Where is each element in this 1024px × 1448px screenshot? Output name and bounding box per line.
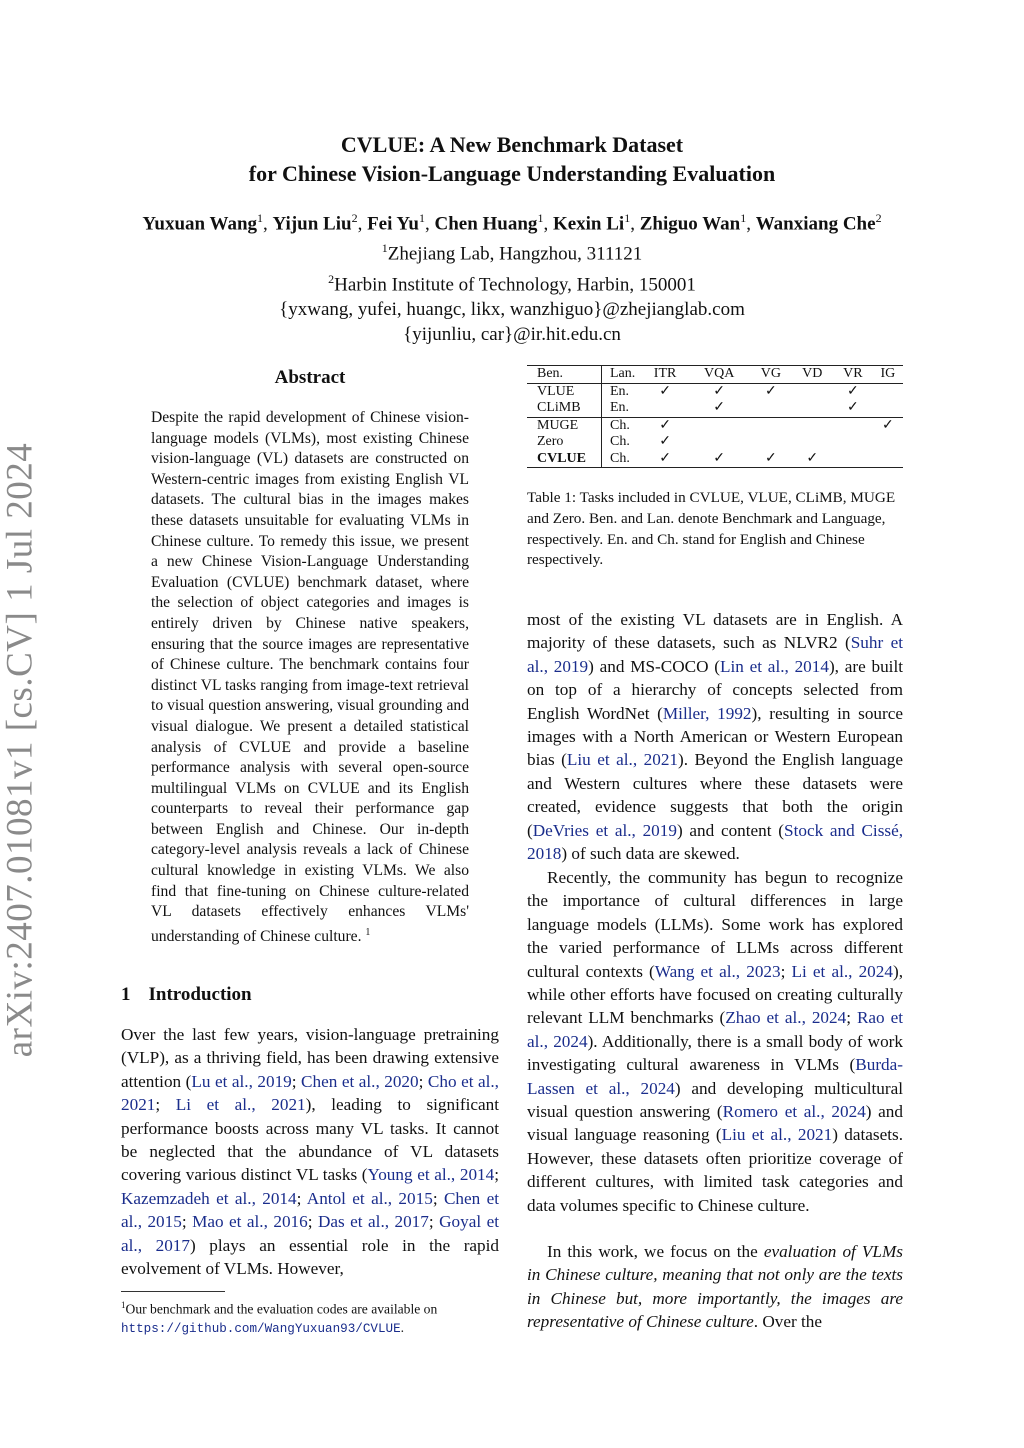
- table-cell: [750, 400, 791, 417]
- author-name: Kexin Li: [552, 213, 625, 235]
- table-cell: [833, 451, 873, 468]
- title-line-2: for Chinese Vision-Language Understanding Evaluation: [248, 161, 776, 186]
- abstract-heading: Abstract: [274, 367, 346, 388]
- table-cell: MUGE: [527, 417, 602, 434]
- citation-link[interactable]: Lu et al., 2019: [191, 1071, 292, 1091]
- table-cell: [750, 417, 791, 434]
- table-cell: [833, 417, 873, 434]
- table-cell: Ch.: [602, 451, 643, 468]
- table-cell: ✓: [873, 417, 903, 434]
- citation-link[interactable]: Liu et al., 2021: [721, 1125, 833, 1145]
- author-aff: 1: [537, 211, 544, 225]
- table-row: [527, 383, 903, 400]
- table-header-cell: ITR: [642, 366, 688, 384]
- affiliation-2: $^2$Harbin Institute of Technology, Harbin, 150001: [328, 271, 696, 295]
- table-cell: ✓: [792, 451, 833, 468]
- citation-link[interactable]: Li et al., 2024: [791, 961, 893, 981]
- table-cell: VLUE: [527, 383, 602, 400]
- table-cell: Ch.: [610, 434, 630, 449]
- table-cell: [642, 400, 688, 417]
- citation-link[interactable]: Miller, 1992: [662, 703, 752, 723]
- table-cell: ✓: [659, 434, 671, 449]
- table-row: [527, 451, 903, 468]
- table-cell: [792, 434, 833, 451]
- citation-link[interactable]: Das et al., 2017: [317, 1212, 429, 1232]
- affiliation-1: $^1$Zhejiang Lab, Hangzhou, 311121: [381, 241, 643, 265]
- citation-link[interactable]: Zhao et al., 2024: [725, 1008, 847, 1028]
- citation-link[interactable]: Suhr et al., 2019: [527, 633, 904, 676]
- table-header-cell: VD: [792, 366, 833, 384]
- citation-link[interactable]: Romero et al., 2024: [722, 1102, 866, 1122]
- section-number: 1: [121, 984, 131, 1005]
- table-cell: [688, 434, 750, 451]
- table-cell: [833, 434, 873, 451]
- table-cell: ✓: [765, 383, 777, 399]
- table-cell: [792, 383, 833, 400]
- table-cell: Ch.: [602, 417, 643, 434]
- citation-link[interactable]: Li et al., 2021: [175, 1095, 306, 1115]
- author-name: Chen Huang: [434, 213, 538, 235]
- intro-paragraph-left: Over the last few years, vision-language pretraining (VLP), as a thriving field, has been drawing extensive attention (Lu et al., 2019; Chen et al., 2020; Cho et al., 2021; Li et al., 2021), leading to significant performance boosts across many VL tasks. It cannot be neglected that the abundance of VL datasets covering various distinct VL tasks (Young et al., 2014; Kazemzadeh et al., 2014; Antol et al., 2015; Chen et al., 2015; Mao et al., 2016; Das et al., 2017; Goyal et al., 2017) plays an essential role in the rapid evolvement of VLMs. However,: [121, 1025, 500, 1279]
- table-header-cell: VQA: [688, 366, 750, 384]
- author-aff: 1: [257, 211, 264, 225]
- citation-link[interactable]: Mao et al., 2016: [192, 1212, 308, 1232]
- table-header-cell: Lan.: [602, 366, 643, 384]
- table-cell: ✓: [846, 400, 859, 415]
- citation-link[interactable]: Lin et al., 2014: [720, 656, 829, 676]
- table-cell: En.: [610, 400, 630, 415]
- footnote: $^1$Our benchmark and the evaluation codes are available on https://github.com/WangYuxuan93/CVLUE.: [121, 1300, 438, 1336]
- tasks-table: [527, 365, 903, 468]
- intro-paragraph-right-1: most of the existing VL datasets are in English. A majority of these datasets, such as NLVR2 (Suhr et al., 2019) and MS-COCO (Lin et al., 2014), are built on top of a hierarchy of concepts selected from English WordNet (Miller, 1992), resulting in source images with a North American or Western European bias (Liu et al., 2021). Beyond the English language and Western cultures where these datasets were created, evidence suggests that both the origin (DeVries et al., 2019) and content (Stock and Cissé, 2018) of such data are skewed.: [527, 610, 904, 864]
- author-name: Fei Yu: [367, 213, 419, 235]
- citation-link[interactable]: Rao et al., 2024: [527, 1008, 903, 1051]
- table-cell: ✓: [846, 383, 859, 399]
- citation-link[interactable]: DeVries et al., 2019: [532, 820, 677, 840]
- intro-paragraph-right-2: Recently, the community has begun to recognize the importance of cultural differences in large language models (LLMs). Some work has explored the varied performance of LLMs across different cultural contexts (Wang et al., 2023; Li et al., 2024), while other efforts have focused on creating culturally relevant LLM benchmarks (Zhao et al., 2024; Rao et al., 2024). Additionally, there is a small body of work investigating cultural awareness in VLMs (Burda-Lassen et al., 2024) and developing multicultural visual question answering (Romero et al., 2024) and visual language reasoning (Liu et al., 2021) datasets. However, these datasets often prioritize coverage of different cultures, with limited task categories and data volumes specific to Chinese culture.: [527, 868, 903, 1215]
- table-cell: [873, 400, 903, 417]
- table-cell: Zero: [527, 434, 602, 451]
- citation-link[interactable]: Wang et al., 2023: [654, 961, 781, 981]
- footnote-url-link[interactable]: https://github.com/WangYuxuan93/CVLUE: [121, 1321, 401, 1336]
- author-aff: 1: [740, 211, 747, 225]
- footnote-ref[interactable]: 1: [365, 926, 371, 938]
- author-block: [60, 206, 964, 347]
- table-header-cell: VG: [750, 366, 791, 384]
- citation-link[interactable]: Chen et al., 2015: [121, 1188, 499, 1232]
- abstract-text: Despite the rapid development of Chinese vision-language models (VLMs), most existing Chinese vision-language (VL) datasets are constructed on Western-centric images from existing English VL datasets. The cultural bias in the images makes these datasets unsuitable for evaluating VLMs in Chinese culture. To remedy this issue, we present a new Chinese Vision-Language Understanding Evaluation (CVLUE) benchmark dataset, where the selection of object categories and images is entirely driven by Chinese native speakers, ensuring that the source images are representative of Chinese culture. The benchmark contains four distinct VL tasks ranging from image-text retrieval to visual question answering, visual grounding and visual dialogue. We present a detailed statistical analysis of CVLUE and provide a baseline performance analysis with several open-source multilingual VLMs on CVLUE and its English counterparts to reveal their performance gap between English and Chinese. Our in-depth category-level analysis reveals a lack of Chinese cultural knowledge in existing VLMs. We also find that fine-tuning on Chinese culture-related VL datasets effectively enhances VLMs' understanding of Chinese culture. $^1$: [151, 409, 469, 946]
- table-cell: ✓: [713, 383, 726, 399]
- table-header-cell: Ben.: [527, 366, 602, 384]
- table-cell: ✓: [642, 417, 688, 434]
- section-heading: [121, 984, 252, 1006]
- table-header-cell: VR: [833, 366, 873, 384]
- table-cell: [792, 400, 833, 417]
- table-cell: ✓: [659, 383, 671, 399]
- table-cell: ✓: [713, 400, 726, 415]
- author-aff: 1: [418, 211, 425, 225]
- email-line-2: {yijunliu, car}@ir.hit.edu.cn: [403, 323, 621, 345]
- citation-link[interactable]: Goyal et al., 2017: [121, 1212, 499, 1255]
- table-cell: [873, 383, 903, 400]
- author-name: Zhiguo Wan: [639, 213, 741, 235]
- citation-link[interactable]: Antol et al., 2015: [306, 1188, 433, 1208]
- author-name: Yuxuan Wang: [142, 213, 258, 235]
- title-line-1: CVLUE: A New Benchmark Dataset: [340, 132, 684, 157]
- author-aff: 1: [624, 211, 631, 225]
- author-aff: 2: [351, 211, 358, 225]
- table-cell: [750, 434, 791, 451]
- author-name: Wanxiang Che: [755, 213, 876, 235]
- table-cell: [873, 451, 903, 468]
- author-name: Yijun Liu: [272, 213, 352, 235]
- table-header-row: [527, 366, 903, 384]
- table-cell: [873, 434, 903, 451]
- citation-link[interactable]: Cho et al., 2021: [121, 1071, 499, 1115]
- email-line-1: {yxwang, yufei, huangc, likx, wanzhiguo}@zhejianglab.com: [279, 298, 745, 320]
- table-caption: Table 1: Tasks included in CVLUE, VLUE, CLiMB, MUGE and Zero. Ben. and Lan. denote Benchmark and Language, respectively. En. and Ch. stand for English and Chinese respectively.: [527, 489, 896, 569]
- author-aff: 2: [875, 211, 882, 225]
- citation-link[interactable]: Burda-Lassen et al., 2024: [527, 1055, 903, 1098]
- footnote-rule: [121, 1291, 225, 1292]
- intro-paragraph-right-3: In this work, we focus on the evaluation of VLMs in Chinese culture, meaning that not only are the texts in Chinese but, more importantly, the images are representative of Chinese culture. Over the: [527, 1242, 903, 1332]
- paper-title: [0, 130, 1024, 188]
- table-cell: En.: [610, 383, 630, 399]
- citation-link[interactable]: Stock and Cissé, 2018: [527, 820, 903, 864]
- table-cell: ✓: [688, 451, 750, 468]
- section-title: Introduction: [148, 984, 252, 1005]
- table-cell: ✓: [750, 451, 791, 468]
- table-row: [527, 400, 903, 417]
- table-cell: [792, 417, 833, 434]
- table-header-cell: IG: [873, 366, 903, 384]
- citation-link[interactable]: Liu et al., 2021: [566, 750, 679, 770]
- citation-link[interactable]: Kazemzadeh et al., 2014: [121, 1188, 297, 1208]
- citation-link[interactable]: Young et al., 2014: [367, 1165, 495, 1185]
- author-list: Yuxuan Wang$^1$, Yijun Liu$^2$, Fei Yu$^1$, Chen Huang$^1$, Kexin Li$^1$, Zhiguo Wan$^1$, Wanxiang Che$^2$: [142, 211, 882, 235]
- table-row: [527, 417, 903, 434]
- arxiv-stamp-text: arXiv:2407.01081v1 [cs.CV] 1 Jul 2024: [0, 442, 41, 1058]
- citation-link[interactable]: Chen et al., 2020: [301, 1071, 419, 1091]
- table-cell: CVLUE: [527, 451, 602, 468]
- table-row: [527, 434, 903, 451]
- table-cell: [688, 417, 750, 434]
- table-cell: CLiMB: [527, 400, 602, 417]
- table-cell: ✓: [642, 451, 688, 468]
